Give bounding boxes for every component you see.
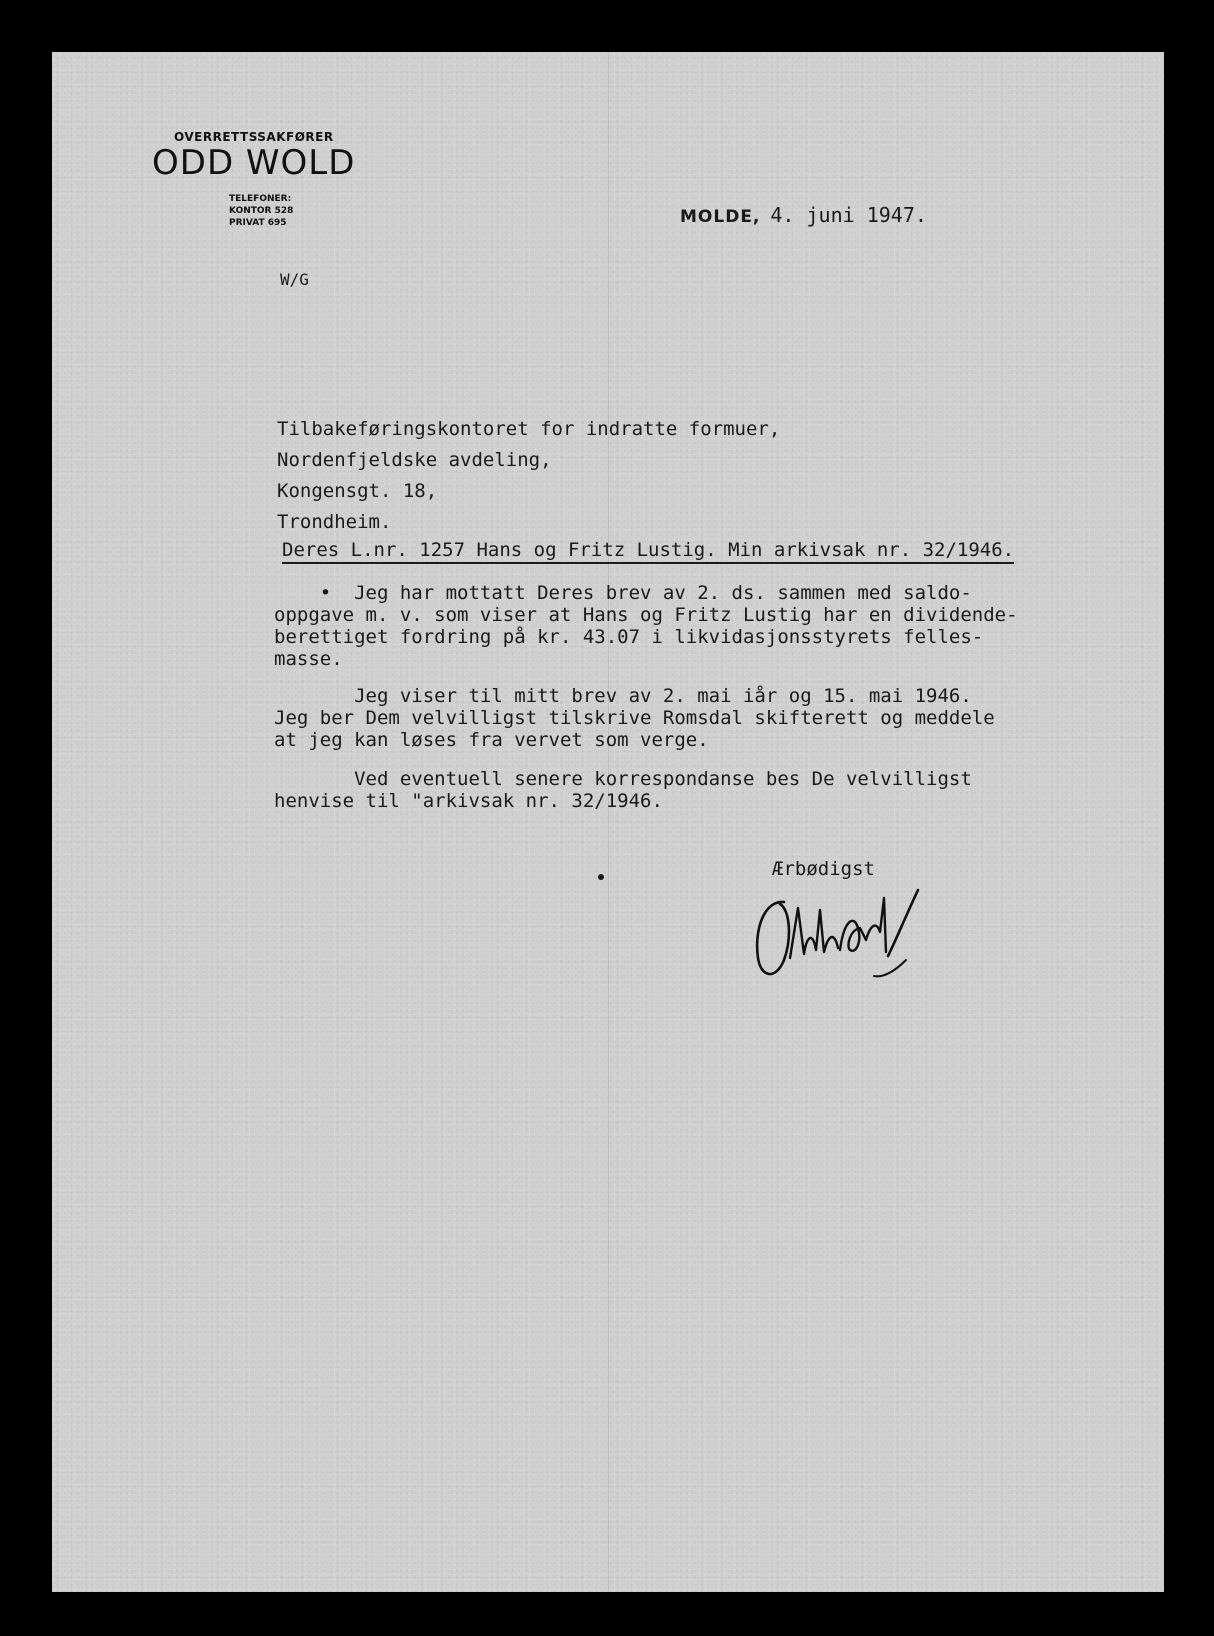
recipient-address: Tilbakeføringskontoret for indratte formuer, Nordenfjeldske avdeling, Kongensgt. 18, Trondheim. [277, 418, 781, 533]
body-paragraph-1: • Jeg har mottatt Deres brev av 2. ds. sammen med saldo- oppgave m. v. som viser at Hans og Fritz Lustig har en dividende- berettiget fordring på kr. 43.07 i likvidasjonsstyrets felles- masse. [274, 582, 1018, 670]
place: MOLDE, [680, 207, 761, 227]
place-date [680, 203, 927, 227]
phones-heading: TELEFONER: [229, 194, 292, 204]
fold-line [608, 52, 609, 1592]
phone-private: PRIVAT 695 [229, 218, 287, 228]
letterhead-phones [229, 193, 293, 229]
phone-office: KONTOR 528 [229, 206, 294, 216]
letterhead-title: OVERRETTSSAKFØRER [174, 130, 334, 144]
reference-initials: W/G [280, 270, 309, 289]
body-paragraph-3: Ved eventuell senere korrespondanse bes De velvilligst henvise til "arkivsak nr. 32/1946. [274, 768, 972, 812]
subject-line: Deres L.nr. 1257 Hans og Fritz Lustig. Min arkivsak nr. 32/1946. [282, 539, 1014, 564]
ink-dot [598, 874, 604, 880]
letterhead-name: ODD WOLD [152, 143, 356, 183]
letter-page [52, 52, 1164, 1592]
body-paragraph-2: Jeg viser til mitt brev av 2. mai iår og 15. mai 1946. Jeg ber Dem velvilligst tilskrive Romsdal skifterett og meddele at jeg kan løses fra vervet som verge. [274, 685, 995, 751]
closing: Ærbødigst [772, 858, 875, 880]
date: 4. juni 1947. [770, 203, 927, 227]
handwritten-signature [746, 880, 936, 990]
